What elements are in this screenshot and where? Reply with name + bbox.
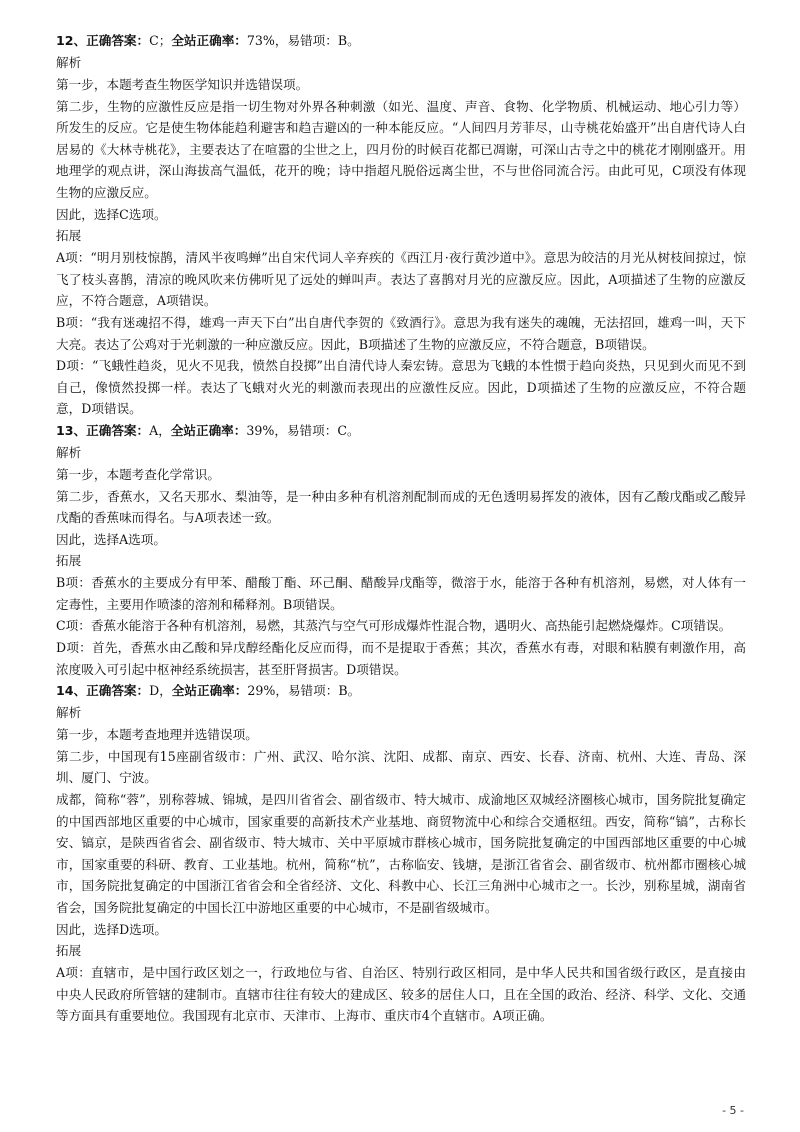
answer-value: C；	[149, 33, 172, 48]
expand-label: 拓展	[56, 553, 82, 569]
expand-paragraph: C项：香蕉水能溶于各种有机溶剂，易燃，其蒸汽与空气可形成爆炸性混合物，遇明火、高热能引起燃烧爆炸。C项错误。	[56, 618, 732, 634]
analysis-paragraph: 第一步，本题考查化学常识。	[56, 466, 220, 482]
expand-paragraph: D项：“飞蛾性趋炎，见火不见我，愤然自投掷”出自清代诗人秦宏铸。意思为飞蛾的本性惯于趋向炎热，只见到火而见不到自己，像愤然投掷一样。表达了飞蛾对火光的刺激而表现出的应激性反应。因此，D项描述了生物的应激反应，不符合题意，D项错误。	[56, 358, 746, 417]
analysis-paragraph: 第二步，中国现有15座副省级市：广州、武汉、哈尔滨、沈阳、成都、南京、西安、长春、济南、杭州、大连、青岛、深圳、厦门、宁波。	[56, 748, 746, 786]
analysis-paragraph: 第一步，本题考查地理并选错误项。	[56, 727, 258, 743]
rate-label: 全站正确率：	[171, 33, 247, 48]
question-number: 13、	[56, 422, 87, 438]
analysis-label: 解析	[56, 444, 82, 460]
analysis-paragraph: 第二步，香蕉水，又名天那水、梨油等，是一种由多种有机溶剂配制而成的无色透明易挥发的液体，因有乙酸戊酯或乙酸异戊酯的香蕉味而得名。与A项表述一致。	[56, 488, 746, 526]
expand-label: 拓展	[56, 228, 82, 244]
document-page	[56, 30, 746, 1027]
analysis-paragraph: 第一步，本题考查生物医学知识并选错误项。	[56, 77, 309, 92]
question-number: 12、	[56, 33, 87, 48]
answer-value: D，	[149, 683, 172, 699]
rate-value: 29%，易错项：B。	[247, 683, 361, 699]
analysis-paragraph: 第二步，生物的应激性反应是指一切生物对外界各种刺激（如光、温度、声音、食物、化学物质、机械运动、地心引力等）所发生的反应。它是使生物体能趋利避害和趋吉避凶的一种本能反应。“人间四月芳菲尽，山寺桃花始盛开”出自唐代诗人白居易的《大林寺桃花》，主要表达了在喧嚣的尘世之上，四月份的时候百花都已凋谢，可深山古寺之中的桃花才刚刚盛开。用地理学的观点讲，深山海拔高气温低，花开的晚；诗中指超凡脱俗远离尘世，不与世俗同流合污。由此可见，C项没有体现生物的应激反应。	[56, 98, 746, 200]
rate-value: 39%，易错项：C。	[246, 422, 360, 438]
question-14-header	[56, 680, 746, 702]
question-12-header	[56, 30, 746, 52]
analysis-label: 解析	[56, 55, 82, 70]
rate-label: 全站正确率：	[171, 683, 248, 699]
expand-paragraph: A项：直辖市，是中国行政区划之一，行政地位与省、自治区、特别行政区相同，是中华人民共和国省级行政区，是直接由中央人民政府所管辖的建制市。直辖市往往有较大的建成区、较多的居住人口，且在全国的政治、经济、科学、文化、交通等方面具有重要地位。我国现有北京市、天津市、上海市、重庆市4个直辖市。A项正确。	[56, 965, 746, 1024]
answer-label: 正确答案：	[86, 422, 150, 438]
expand-paragraph: B项：“我有迷魂招不得，雄鸡一声天下白”出自唐代李贺的《致酒行》。意思为我有迷失的魂魄，无法招回，雄鸡一叫，天下大亮。表达了公鸡对于光刺激的一种应激反应。因此，B项描述了生物的应激反应，不符合题意，B项错误。	[56, 314, 746, 352]
answer-label: 正确答案：	[86, 683, 150, 699]
expand-paragraph: B项：香蕉水的主要成分有甲苯、醋酸丁酯、环己酮、醋酸异戊酯等，微溶于水，能溶于各种有机溶剂，易燃，对人体有一定毒性，主要用作喷漆的溶剂和稀释剂。B项错误。	[56, 575, 746, 612]
answer-label: 正确答案：	[86, 33, 150, 48]
analysis-paragraph: 因此，选择A选项。	[56, 531, 167, 547]
question-13-header	[56, 420, 746, 442]
expand-paragraph: D项：首先，香蕉水由乙酸和异戊醇经酯化反应而得，而不是提取于香蕉；其次，香蕉水有毒，对眼和粘膜有刺激作用，高浓度吸入可引起中枢神经系统损害，甚至肝肾损害。D项错误。	[56, 640, 746, 677]
answer-value: A，	[149, 422, 171, 438]
page-number: - 5 -	[722, 1104, 744, 1117]
analysis-label: 解析	[56, 705, 82, 721]
analysis-paragraph: 因此，选择C选项。	[56, 206, 167, 222]
expand-paragraph: A项：“明月别枝惊鹊，清风半夜鸣蝉”出自宋代词人辛弃疾的《西江月·夜行黄沙道中》。意思为皎洁的月光从树枝间掠过，惊飞了枝头喜鹊，清凉的晚风吹来仿佛听见了远处的蝉叫声。表达了喜鹊对月光的应激反应。因此，A项描述了生物的应激反应，不符合题意，A项错误。	[56, 250, 746, 309]
analysis-paragraph: 因此，选择D选项。	[56, 921, 168, 937]
question-number: 14、	[56, 683, 87, 699]
analysis-paragraph: 成都，简称“蓉”，别称蓉城、锦城，是四川省省会、副省级市、特大城市、成渝地区双城经济圈核心城市，国务院批复确定的中国西部地区重要的中心城市，国家重要的高新技术产业基地、商贸物流中心和综合交通枢纽。西安，简称“镐”，古称长安、镐京，是陕西省省会、副省级市、特大城市、关中平原城市群核心城市，国务院批复确定的中国西部地区重要的中心城市，国家重要的科研、教育、工业基地。杭州，简称“杭”，古称临安、钱塘，是浙江省省会、副省级市、杭州都市圈核心城市，国务院批复确定的中国浙江省省会和全省经济、文化、科教中心、长江三角洲中心城市之一。长沙，别称星城，湖南省省会，国务院批复确定的中国长江中游地区重要的中心城市，不是副省级城市。	[56, 792, 746, 915]
rate-label: 全站正确率：	[170, 422, 247, 438]
expand-label: 拓展	[56, 943, 82, 959]
rate-value: 73%，易错项：B。	[246, 33, 360, 48]
